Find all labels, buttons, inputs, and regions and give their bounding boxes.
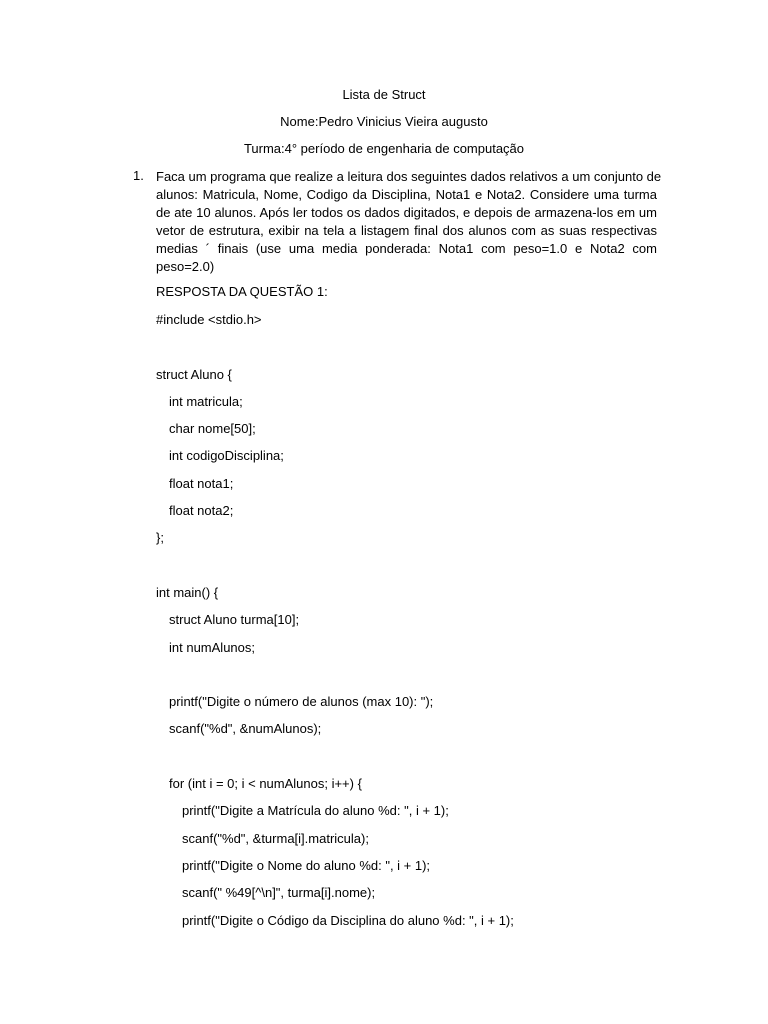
code-line: #include <stdio.h> [156,312,262,327]
code-line: printf("Digite o número de alunos (max 10): "); [169,694,434,710]
code-line: struct Aluno turma[10]; [169,612,300,628]
code-line: }; [156,530,164,546]
code-line: printf("Digite o Código da Disciplina do aluno %d: ", i + 1); [182,912,514,928]
code-line: char nome[50]; [169,421,256,437]
question-line: alunos: Matricula, Nome, Codigo da Disciplina, Nota1 e Nota2. Considere uma turma [156,187,657,202]
code-line: float nota2; [169,503,234,519]
answer-heading: RESPOSTA DA QUESTÃO 1: [156,284,328,299]
student-name: Nome:Pedro Vinicius Vieira augusto [280,114,488,129]
question-text [156,168,662,276]
question-line: de ate 10 alunos. Após ler todos os dados digitados, e depois de armazena-los em um [156,205,657,220]
code-line: printf("Digite a Matrícula do aluno %d: ", i + 1); [182,803,449,819]
question-number: 1. [133,168,144,183]
class-info: Turma:4° período de engenharia de computação [243,141,525,156]
code-line: int main() { [156,584,219,600]
document-title: Lista de Struct [342,87,426,102]
code-line: for (int i = 0; i < numAlunos; i++) { [169,776,362,792]
code-line: printf("Digite o Nome do aluno %d: ", i + 1); [182,857,431,873]
code-line: int numAlunos; [169,639,255,655]
code-block [156,311,514,939]
code-line: struct Aluno { [156,366,232,382]
code-line [156,748,514,775]
code-line: int codigoDisciplina; [169,448,284,464]
code-line [156,557,514,584]
question-line: Faca um programa que realize a leitura dos seguintes dados relativos a um conjunto de [156,169,662,184]
question-line: peso=2.0) [156,259,215,274]
code-line: int matricula; [169,393,243,409]
code-line: scanf("%d", &turma[i].matricula); [182,830,369,846]
code-line [156,338,514,365]
question-line: medias ´ finais (use uma media ponderada: Nota1 com peso=1.0 e Nota2 com [156,241,657,256]
code-line: scanf("%d", &numAlunos); [169,721,322,737]
code-line [156,666,514,693]
question-line: vetor de estrutura, exibir na tela a listagem final dos alunos com as suas respectivas [156,223,657,238]
code-line: float nota1; [169,475,234,491]
code-line: scanf(" %49[^\n]", turma[i].nome); [182,885,376,901]
